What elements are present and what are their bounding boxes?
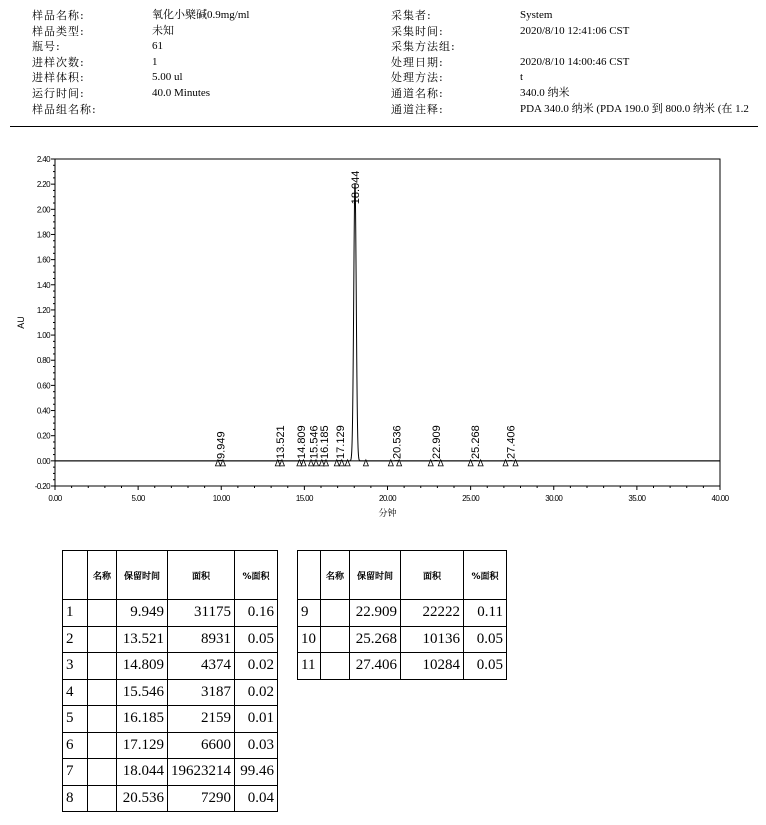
cell-area: 7290	[168, 785, 235, 812]
y-tick-label: 1.60	[36, 255, 50, 265]
cell-index: 10	[298, 626, 321, 653]
col-rt: 保留时间	[117, 551, 168, 600]
x-tick-label: 25.00	[462, 494, 480, 503]
cell-rt: 27.406	[350, 653, 401, 680]
x-tick-label: 30.00	[545, 494, 563, 503]
cell-name	[321, 600, 350, 627]
peak-label: 14.809	[296, 425, 309, 459]
cell-index: 6	[63, 732, 88, 759]
y-tick-label: 2.40	[36, 155, 50, 164]
table-row	[63, 653, 278, 680]
cell-index: 4	[63, 679, 88, 706]
header-divider	[10, 126, 758, 127]
cell-name	[88, 706, 117, 733]
cell-index: 3	[63, 653, 88, 680]
peak-table-left	[62, 550, 278, 812]
label-sample-name: 样品名称:	[32, 9, 85, 22]
cell-pct-area: 0.03	[235, 732, 278, 759]
cell-rt: 20.536	[117, 785, 168, 812]
value-injection: 1	[152, 55, 158, 68]
cell-area: 22222	[401, 600, 464, 627]
table-row	[63, 679, 278, 706]
x-tick-label: 20.00	[378, 494, 397, 503]
table-header-row	[63, 551, 278, 600]
label-acq-time: 采集时间:	[391, 24, 444, 38]
peak-table-right	[297, 550, 507, 680]
y-tick-label: 0.20	[36, 431, 50, 441]
cell-pct-area: 0.01	[235, 706, 278, 733]
value-proc-date: 2020/8/10 14:00:46 CST	[520, 55, 630, 68]
col-name: 名称	[88, 551, 117, 600]
value-proc-method: t	[520, 71, 524, 84]
col-name: 名称	[321, 551, 350, 600]
col-area: 面积	[401, 551, 464, 600]
y-tick-label: 0.60	[36, 381, 50, 391]
col-area: 面积	[168, 551, 235, 600]
cell-name	[88, 600, 117, 627]
cell-area: 4374	[168, 653, 235, 680]
peak-label: 22.909	[430, 425, 443, 459]
x-tick-label: 0.00	[48, 494, 62, 503]
x-tick-label: 40.00	[711, 494, 729, 503]
value-acquired-by: System	[520, 9, 553, 21]
value-sample-type: 未知	[152, 24, 174, 37]
cell-index: 2	[63, 626, 88, 653]
cell-pct-area: 0.05	[464, 626, 507, 653]
label-channel-desc: 通道注释:	[391, 102, 444, 116]
cell-pct-area: 0.02	[235, 679, 278, 706]
cell-pct-area: 99.46	[235, 759, 278, 786]
label-acq-method: 采集方法组:	[391, 40, 456, 54]
cell-index: 11	[298, 653, 321, 680]
cell-rt: 17.129	[117, 732, 168, 759]
value-acq-time: 2020/8/10 12:41:06 CST	[520, 24, 630, 37]
header-right-labels	[391, 8, 456, 117]
cell-rt: 15.546	[117, 679, 168, 706]
table-row	[63, 759, 278, 786]
table-row	[63, 626, 278, 653]
cell-pct-area: 0.04	[235, 785, 278, 812]
cell-area: 31175	[168, 600, 235, 627]
value-channel-desc: PDA 340.0 纳米 (PDA 190.0 到 800.0 纳米 (在 1.2	[520, 102, 749, 115]
cell-index: 5	[63, 706, 88, 733]
y-tick-label: 1.40	[36, 280, 50, 290]
col-pct-area: %面积	[464, 551, 507, 600]
cell-area: 2159	[168, 706, 235, 733]
label-sample-type: 样品类型:	[32, 24, 85, 38]
table-row	[298, 600, 507, 627]
cell-name	[88, 653, 117, 680]
y-tick-label: 0.40	[36, 406, 50, 416]
table-header-row	[298, 551, 507, 600]
table-row	[298, 653, 507, 680]
label-proc-method: 处理方法:	[391, 71, 444, 85]
label-vial: 瓶号:	[32, 40, 61, 54]
y-tick-label: 0.80	[36, 356, 50, 366]
cell-name	[321, 653, 350, 680]
label-acquired-by: 采集者:	[391, 9, 432, 22]
cell-rt: 13.521	[117, 626, 168, 653]
peak-label: 17.129	[334, 425, 347, 459]
cell-name	[321, 626, 350, 653]
cell-pct-area: 0.05	[464, 653, 507, 680]
label-injection: 进样次数:	[32, 55, 85, 69]
cell-pct-area: 0.02	[235, 653, 278, 680]
label-proc-date: 处理日期:	[391, 55, 444, 69]
cell-pct-area: 0.11	[464, 600, 507, 627]
cell-rt: 9.949	[117, 600, 168, 627]
cell-rt: 14.809	[117, 653, 168, 680]
cell-index: 9	[298, 600, 321, 627]
value-sample-name: 氧化小檗碱0.9mg/ml	[152, 9, 250, 21]
peak-label: 25.268	[470, 425, 483, 459]
peak-label: 13.521	[274, 425, 287, 459]
cell-pct-area: 0.05	[235, 626, 278, 653]
col-index	[63, 551, 88, 600]
table-row	[63, 706, 278, 733]
cell-index: 7	[63, 759, 88, 786]
cell-area: 6600	[168, 732, 235, 759]
peak-label: 9.949	[215, 431, 228, 459]
cell-area: 10136	[401, 626, 464, 653]
col-rt: 保留时间	[350, 551, 401, 600]
y-tick-label: 1.20	[36, 305, 50, 315]
value-run-time: 40.0 Minutes	[152, 86, 211, 99]
peak-label: 18.044	[349, 170, 362, 205]
y-tick-label: 1.00	[36, 331, 50, 341]
table-row	[63, 785, 278, 812]
peak-label: 15.546	[308, 425, 321, 459]
cell-name	[88, 785, 117, 812]
label-inj-volume: 进样体积:	[32, 71, 85, 85]
cell-area: 10284	[401, 653, 464, 680]
y-tick-label: 0.00	[36, 456, 50, 466]
cell-name	[88, 679, 117, 706]
label-sample-set: 样品组名称:	[32, 102, 97, 116]
label-run-time: 运行时间:	[32, 86, 85, 100]
y-tick-label: 2.20	[36, 180, 50, 190]
value-inj-volume: 5.00 ul	[152, 71, 183, 84]
value-sample-set	[152, 102, 249, 118]
value-acq-method	[520, 39, 760, 55]
label-channel-name: 通道名称:	[391, 86, 444, 100]
cell-area: 3187	[168, 679, 235, 706]
col-pct-area: %面积	[235, 551, 278, 600]
cell-rt: 22.909	[350, 600, 401, 627]
cell-name	[88, 759, 117, 786]
cell-index: 1	[63, 600, 88, 627]
header-left-values	[152, 8, 249, 117]
table-row	[63, 600, 278, 627]
header-left-labels	[32, 8, 97, 117]
y-axis-label: AU	[16, 316, 26, 329]
x-axis-label: 分钟	[378, 509, 397, 519]
peak-label: 16.185	[319, 425, 332, 459]
cell-name	[88, 626, 117, 653]
cell-rt: 25.268	[350, 626, 401, 653]
value-channel-name: 340.0 纳米	[520, 86, 570, 99]
header-right-values	[520, 8, 760, 117]
cell-pct-area: 0.16	[235, 600, 278, 627]
value-vial: 61	[152, 40, 163, 53]
table-row	[298, 626, 507, 653]
cell-rt: 16.185	[117, 706, 168, 733]
table-row	[63, 732, 278, 759]
chromatogram-trace	[55, 183, 720, 461]
x-tick-label: 35.00	[628, 494, 646, 503]
chromatogram-chart	[0, 148, 766, 528]
cell-name	[88, 732, 117, 759]
x-tick-label: 10.00	[212, 494, 230, 503]
cell-index: 8	[63, 785, 88, 812]
cell-area: 19623214	[168, 759, 235, 786]
peak-label: 20.536	[391, 425, 404, 459]
y-tick-label: -0.20	[34, 482, 50, 491]
col-index	[298, 551, 321, 600]
y-tick-label: 2.00	[36, 205, 50, 215]
x-tick-label: 5.00	[131, 494, 145, 503]
plot-frame	[55, 159, 720, 486]
y-tick-label: 1.80	[36, 230, 50, 240]
x-tick-label: 15.00	[295, 494, 313, 503]
cell-area: 8931	[168, 626, 235, 653]
peak-label: 27.406	[505, 425, 518, 459]
cell-rt: 18.044	[117, 759, 168, 786]
